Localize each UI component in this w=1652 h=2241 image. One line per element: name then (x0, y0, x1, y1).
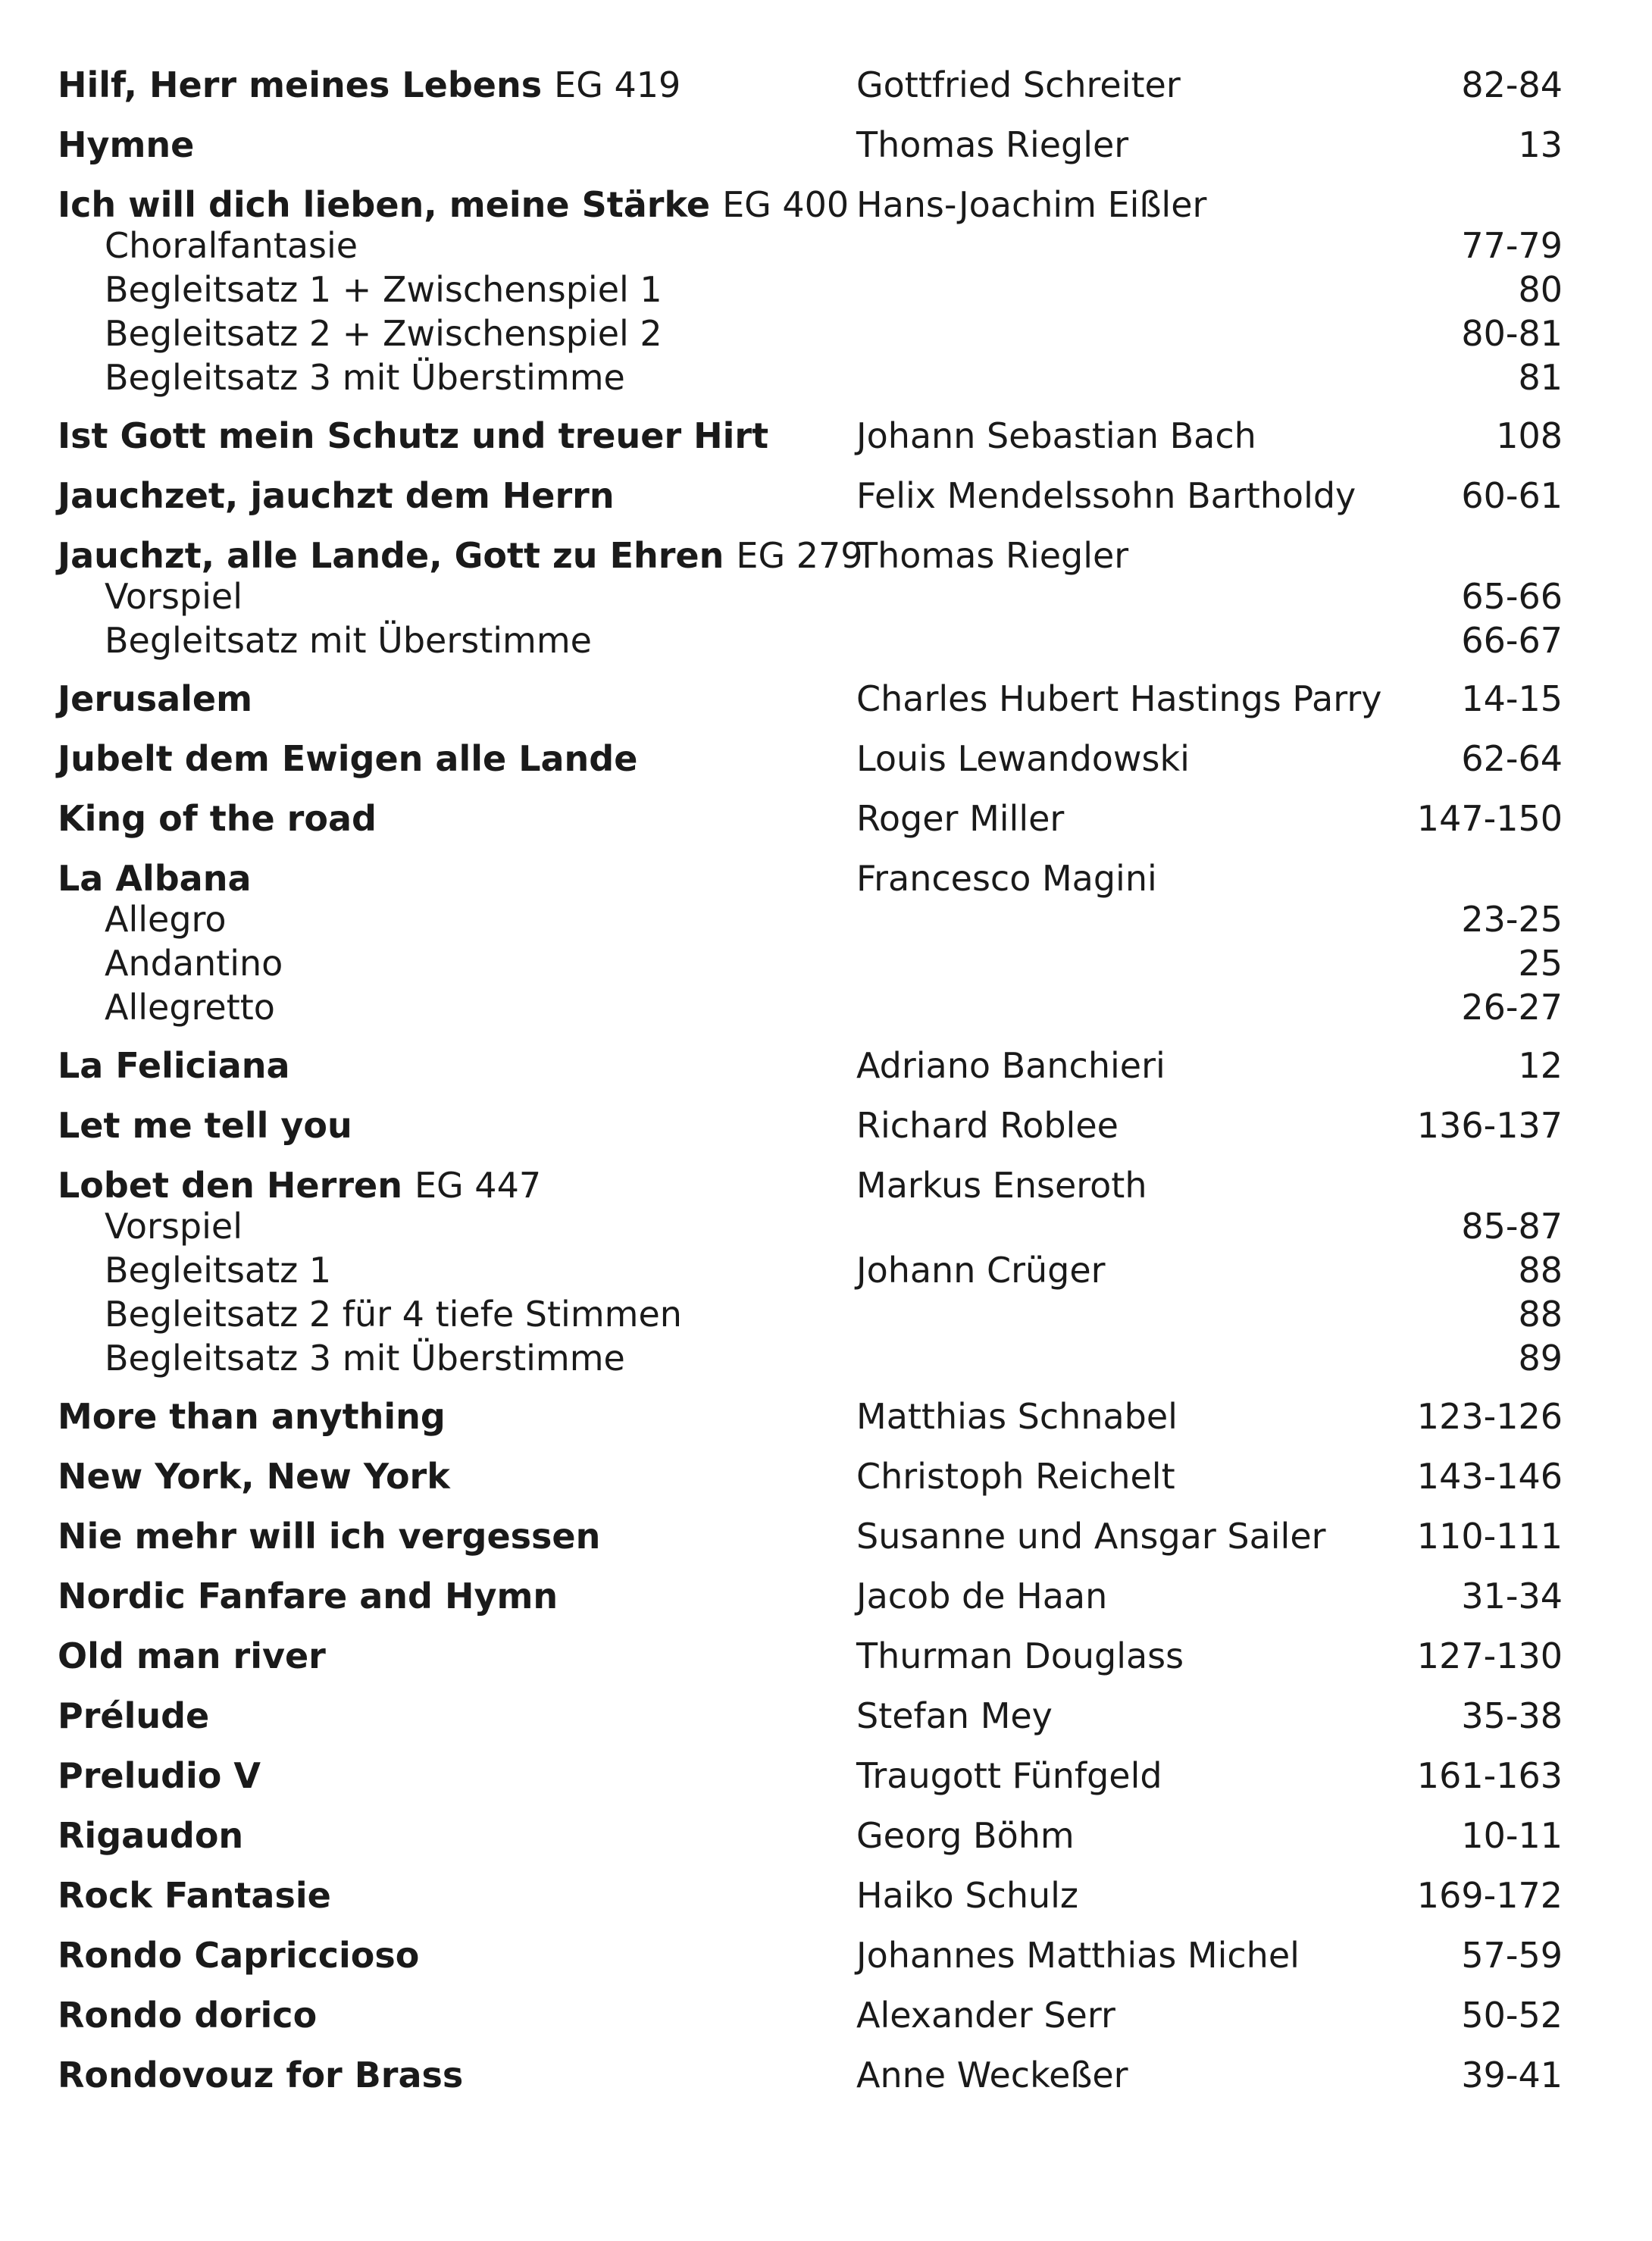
movement-label: Begleitsatz 1 (105, 1250, 332, 1291)
hymnal-number: EG 447 (414, 1165, 542, 1206)
movement-label: Allegretto (105, 987, 275, 1028)
entry-title (58, 1633, 326, 1679)
index-entry (0, 1394, 1652, 1439)
index-entry (0, 1753, 1652, 1798)
title-text: Prélude (58, 1695, 210, 1736)
page-range: 57-59 (1461, 1935, 1563, 1976)
composer-name: Haiko Schulz (856, 1875, 1079, 1916)
composer-name: Felix Mendelssohn Bartholdy (856, 475, 1356, 516)
page-range: 169-172 (1416, 1875, 1563, 1916)
page-range: 143-146 (1416, 1456, 1563, 1497)
index-subentry (0, 1291, 1652, 1337)
movement-label: Begleitsatz 2 für 4 tiefe Stimmen (105, 1294, 682, 1335)
index-entry (0, 1103, 1652, 1148)
page-range: 82-84 (1461, 64, 1563, 105)
page-range: 80 (1518, 269, 1563, 310)
entry-title (58, 1933, 419, 1978)
page-range: 85-87 (1461, 1206, 1563, 1247)
page-range: 81 (1518, 357, 1563, 398)
title-text: La Albana (58, 858, 252, 899)
entry-title (58, 1813, 243, 1858)
title-text: La Feliciana (58, 1045, 290, 1086)
composer-name: Jacob de Haan (856, 1576, 1108, 1617)
entry-title (58, 676, 252, 721)
entry-title (58, 533, 863, 578)
index-entry (0, 1454, 1652, 1499)
index-entry (0, 182, 1652, 227)
composer-name: Georg Böhm (856, 1815, 1075, 1856)
composer-name: Johann Crüger (856, 1250, 1106, 1291)
index-entry (0, 736, 1652, 781)
entry-title (58, 796, 377, 841)
movement-label: Choralfantasie (105, 225, 358, 266)
index-subentry (0, 1247, 1652, 1293)
page-range: 147-150 (1416, 798, 1563, 839)
page-range: 26-27 (1461, 987, 1563, 1028)
index-entry (0, 1633, 1652, 1679)
composer-name: Susanne und Ansgar Sailer (856, 1516, 1326, 1557)
composer-name: Johannes Matthias Michel (856, 1935, 1300, 1976)
title-text: New York, New York (58, 1456, 450, 1497)
index-subentry (0, 618, 1652, 663)
entry-title (58, 1753, 261, 1798)
composer-name: Matthias Schnabel (856, 1396, 1178, 1437)
index-subentry (0, 1203, 1652, 1249)
entry-title (58, 182, 849, 227)
title-text: Preludio V (58, 1755, 261, 1796)
title-text: Let me tell you (58, 1105, 352, 1146)
page-range: 23-25 (1461, 899, 1563, 940)
page-range: 13 (1518, 124, 1563, 165)
composer-name: Thomas Riegler (856, 124, 1129, 165)
title-text: More than anything (58, 1396, 446, 1437)
index-entry (0, 1933, 1652, 1978)
title-text: Rondo dorico (58, 1995, 318, 2036)
hymnal-number: EG 419 (554, 64, 681, 105)
composer-name: Thurman Douglass (856, 1635, 1184, 1676)
page-range: 31-34 (1461, 1576, 1563, 1617)
movement-label: Begleitsatz 3 mit Überstimme (105, 357, 625, 398)
page-range: 66-67 (1461, 620, 1563, 661)
page-range: 12 (1518, 1045, 1563, 1086)
index-entry (0, 856, 1652, 901)
composer-name: Adriano Banchieri (856, 1045, 1165, 1086)
page-range: 35-38 (1461, 1695, 1563, 1736)
composer-name: Markus Enseroth (856, 1165, 1147, 1206)
title-text: Jerusalem (58, 678, 253, 719)
movement-label: Andantino (105, 943, 283, 984)
index-subentry (0, 897, 1652, 942)
index-entry (0, 1573, 1652, 1619)
index-entry (0, 1992, 1652, 2038)
index-subentry (0, 267, 1652, 312)
index-entry (0, 1043, 1652, 1088)
index-subentry (0, 1335, 1652, 1381)
page-range: 127-130 (1416, 1635, 1563, 1676)
composer-name: Stefan Mey (856, 1695, 1053, 1736)
page-range: 161-163 (1416, 1755, 1563, 1796)
hymnal-number: EG 400 (722, 184, 849, 225)
composer-name: Johann Sebastian Bach (856, 415, 1256, 456)
hymnal-number: EG 279 (736, 535, 863, 576)
index-entry (0, 473, 1652, 518)
title-text: King of the road (58, 798, 377, 839)
title-text: Old man river (58, 1635, 326, 1676)
title-text: Nie mehr will ich vergessen (58, 1516, 601, 1557)
title-text: Jubelt dem Ewigen alle Lande (58, 738, 638, 779)
title-text: Hilf, Herr meines Lebens (58, 64, 543, 105)
index-subentry (0, 223, 1652, 268)
entry-title (58, 1873, 331, 1918)
index-entry (0, 1813, 1652, 1858)
entry-title (58, 413, 768, 459)
page-range: 25 (1518, 943, 1563, 984)
index-entry (0, 676, 1652, 721)
entry-title (58, 1992, 317, 2038)
index-entry (0, 1513, 1652, 1559)
page-range: 60-61 (1461, 475, 1563, 516)
composer-name: Christoph Reichelt (856, 1456, 1175, 1497)
title-text: Ist Gott mein Schutz und treuer Hirt (58, 415, 769, 456)
entry-title (58, 1693, 209, 1739)
title-text: Hymne (58, 124, 195, 165)
title-text: Jauchzt, alle Lande, Gott zu Ehren (58, 535, 724, 576)
index-entry (0, 533, 1652, 578)
page-range: 88 (1518, 1250, 1563, 1291)
index-entry (0, 122, 1652, 167)
entry-title (58, 1394, 446, 1439)
index-entry (0, 796, 1652, 841)
title-text: Lobet den Herren (58, 1165, 402, 1206)
composer-name: Charles Hubert Hastings Parry (856, 678, 1382, 719)
page-range: 123-126 (1416, 1396, 1563, 1437)
page-range: 62-64 (1461, 738, 1563, 779)
title-text: Nordic Fanfare and Hymn (58, 1576, 558, 1617)
entry-title (58, 1103, 352, 1148)
index-entry (0, 1873, 1652, 1918)
entry-title (58, 1163, 541, 1208)
index-entry (0, 1693, 1652, 1739)
composer-name: Gottfried Schreiter (856, 64, 1181, 105)
page-range: 65-66 (1461, 576, 1563, 617)
entry-title (58, 856, 252, 901)
composer-name: Traugott Fünfgeld (856, 1755, 1162, 1796)
composer-name: Hans-Joachim Eißler (856, 184, 1207, 225)
index-subentry (0, 941, 1652, 986)
composer-name: Anne Weckeßer (856, 2055, 1128, 2095)
movement-label: Begleitsatz 1 + Zwischenspiel 1 (105, 269, 662, 310)
composer-name: Roger Miller (856, 798, 1065, 839)
entry-title (58, 2052, 463, 2098)
page-range: 136-137 (1416, 1105, 1563, 1146)
page-range: 108 (1496, 415, 1563, 456)
title-text: Rondovouz for Brass (58, 2055, 464, 2095)
title-text: Rock Fantasie (58, 1875, 331, 1916)
entry-title (58, 62, 681, 108)
movement-label: Allegro (105, 899, 227, 940)
entry-title (58, 1043, 290, 1088)
movement-label: Begleitsatz 3 mit Überstimme (105, 1338, 625, 1379)
index-entry (0, 62, 1652, 108)
page-range: 80-81 (1461, 313, 1563, 354)
entry-title (58, 473, 615, 518)
composer-name: Richard Roblee (856, 1105, 1119, 1146)
movement-label: Begleitsatz 2 + Zwischenspiel 2 (105, 313, 662, 354)
page-range: 77-79 (1461, 225, 1563, 266)
index-subentry (0, 984, 1652, 1030)
title-text: Ich will dich lieben, meine Stärke (58, 184, 711, 225)
composer-name: Alexander Serr (856, 1995, 1115, 2036)
index-entry (0, 2052, 1652, 2098)
index-subentry (0, 574, 1652, 619)
page-range: 89 (1518, 1338, 1563, 1379)
index-subentry (0, 355, 1652, 400)
title-text: Rondo Capriccioso (58, 1935, 420, 1976)
page-range: 14-15 (1461, 678, 1563, 719)
page-range: 39-41 (1461, 2055, 1563, 2095)
movement-label: Begleitsatz mit Überstimme (105, 620, 592, 661)
title-text: Rigaudon (58, 1815, 244, 1856)
composer-name: Louis Lewandowski (856, 738, 1190, 779)
composer-name: Francesco Magini (856, 858, 1157, 899)
index-subentry (0, 311, 1652, 356)
entry-title (58, 1513, 600, 1559)
composer-name: Thomas Riegler (856, 535, 1129, 576)
entry-title (58, 736, 637, 781)
page-range: 50-52 (1461, 1995, 1563, 2036)
page-range: 10-11 (1461, 1815, 1563, 1856)
title-text: Jauchzet, jauchzt dem Herrn (58, 475, 615, 516)
entry-title (58, 122, 194, 167)
page-range: 110-111 (1416, 1516, 1563, 1557)
index-entry (0, 413, 1652, 459)
movement-label: Vorspiel (105, 576, 242, 617)
movement-label: Vorspiel (105, 1206, 242, 1247)
page-range: 88 (1518, 1294, 1563, 1335)
entry-title (58, 1454, 450, 1499)
entry-title (58, 1573, 558, 1619)
index-entry (0, 1163, 1652, 1208)
